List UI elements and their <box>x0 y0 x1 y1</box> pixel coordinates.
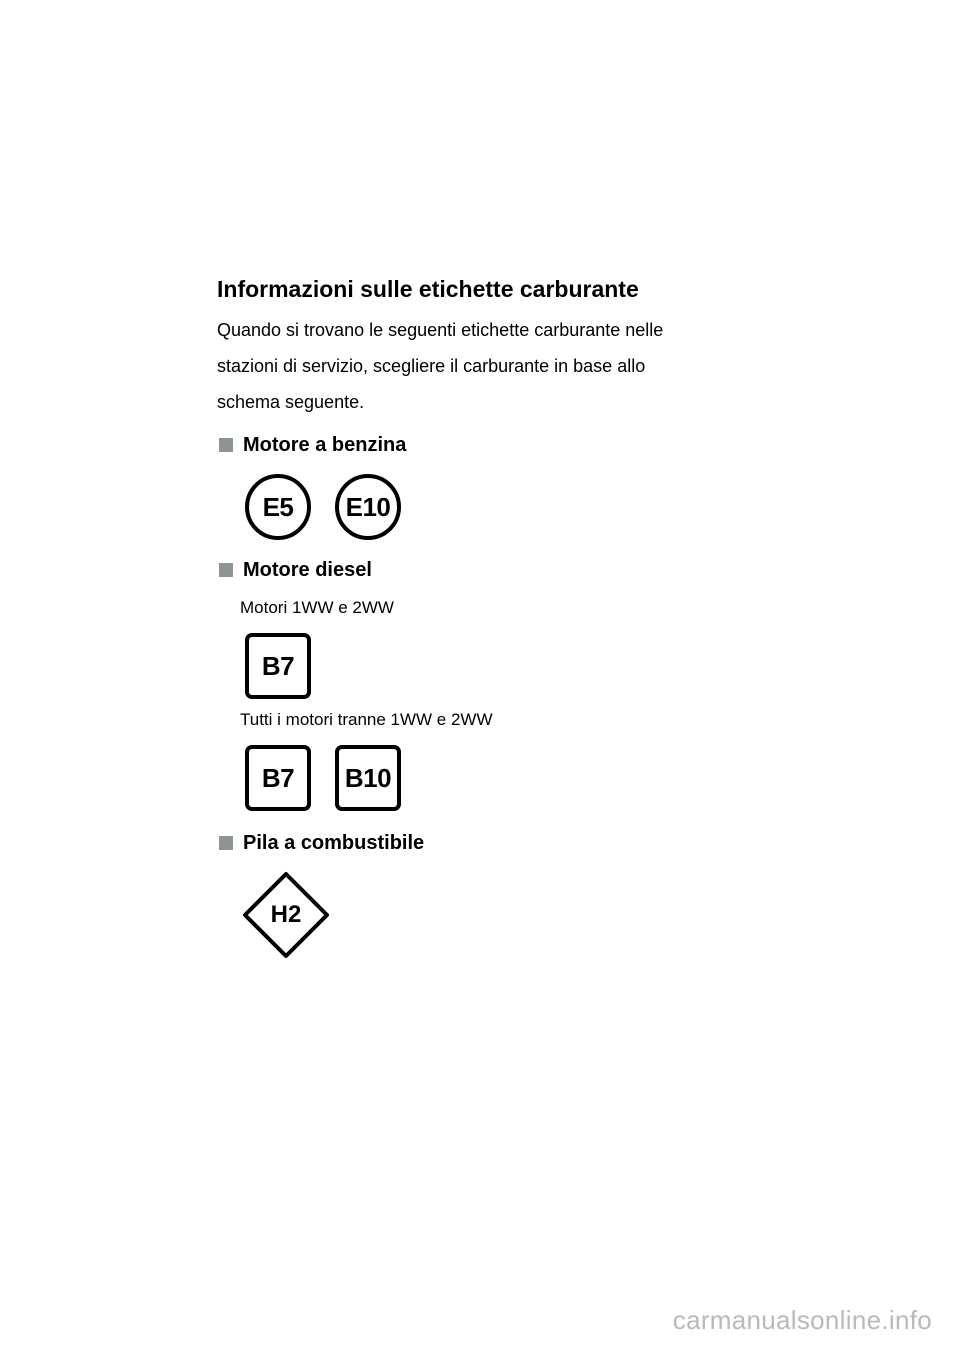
square-bullet-icon <box>219 563 233 577</box>
fuel-label-e5: E5 <box>245 474 311 540</box>
intro-line-3: schema seguente. <box>217 392 365 412</box>
diesel-caption-other-engines: Tutti i motori tranne 1WW e 2WW <box>240 710 493 729</box>
watermark: carmanualsonline.info <box>672 1305 932 1335</box>
fuel-label-h2 <box>241 870 331 960</box>
section-heading-petrol-text: Motore a benzina <box>243 434 407 456</box>
intro-line-2: stazioni di servizio, scegliere il carburante in base allo <box>217 356 646 376</box>
section-heading-petrol <box>219 432 406 458</box>
square-bullet-icon <box>219 438 233 452</box>
page-title: Informazioni sulle etichette carburante <box>217 276 639 302</box>
fuel-label-b7: B7 <box>245 745 311 811</box>
section-heading-diesel-text: Motore diesel <box>243 559 372 581</box>
fuel-label-e10: E10 <box>335 474 401 540</box>
section-heading-fuel-cell-text: Pila a combustibile <box>243 832 425 854</box>
section-heading-diesel <box>219 557 372 583</box>
section-heading-fuel-cell <box>219 830 424 856</box>
fuel-label-b10: B10 <box>335 745 401 811</box>
intro-line-1: Quando si trovano le seguenti etichette carburante nelle <box>217 320 664 340</box>
fuel-label-b7: B7 <box>245 633 311 699</box>
square-bullet-icon <box>219 836 233 850</box>
diesel-caption-1ww-2ww: Motori 1WW e 2WW <box>240 598 394 617</box>
fuel-label-h2-text: H2 <box>270 901 302 928</box>
